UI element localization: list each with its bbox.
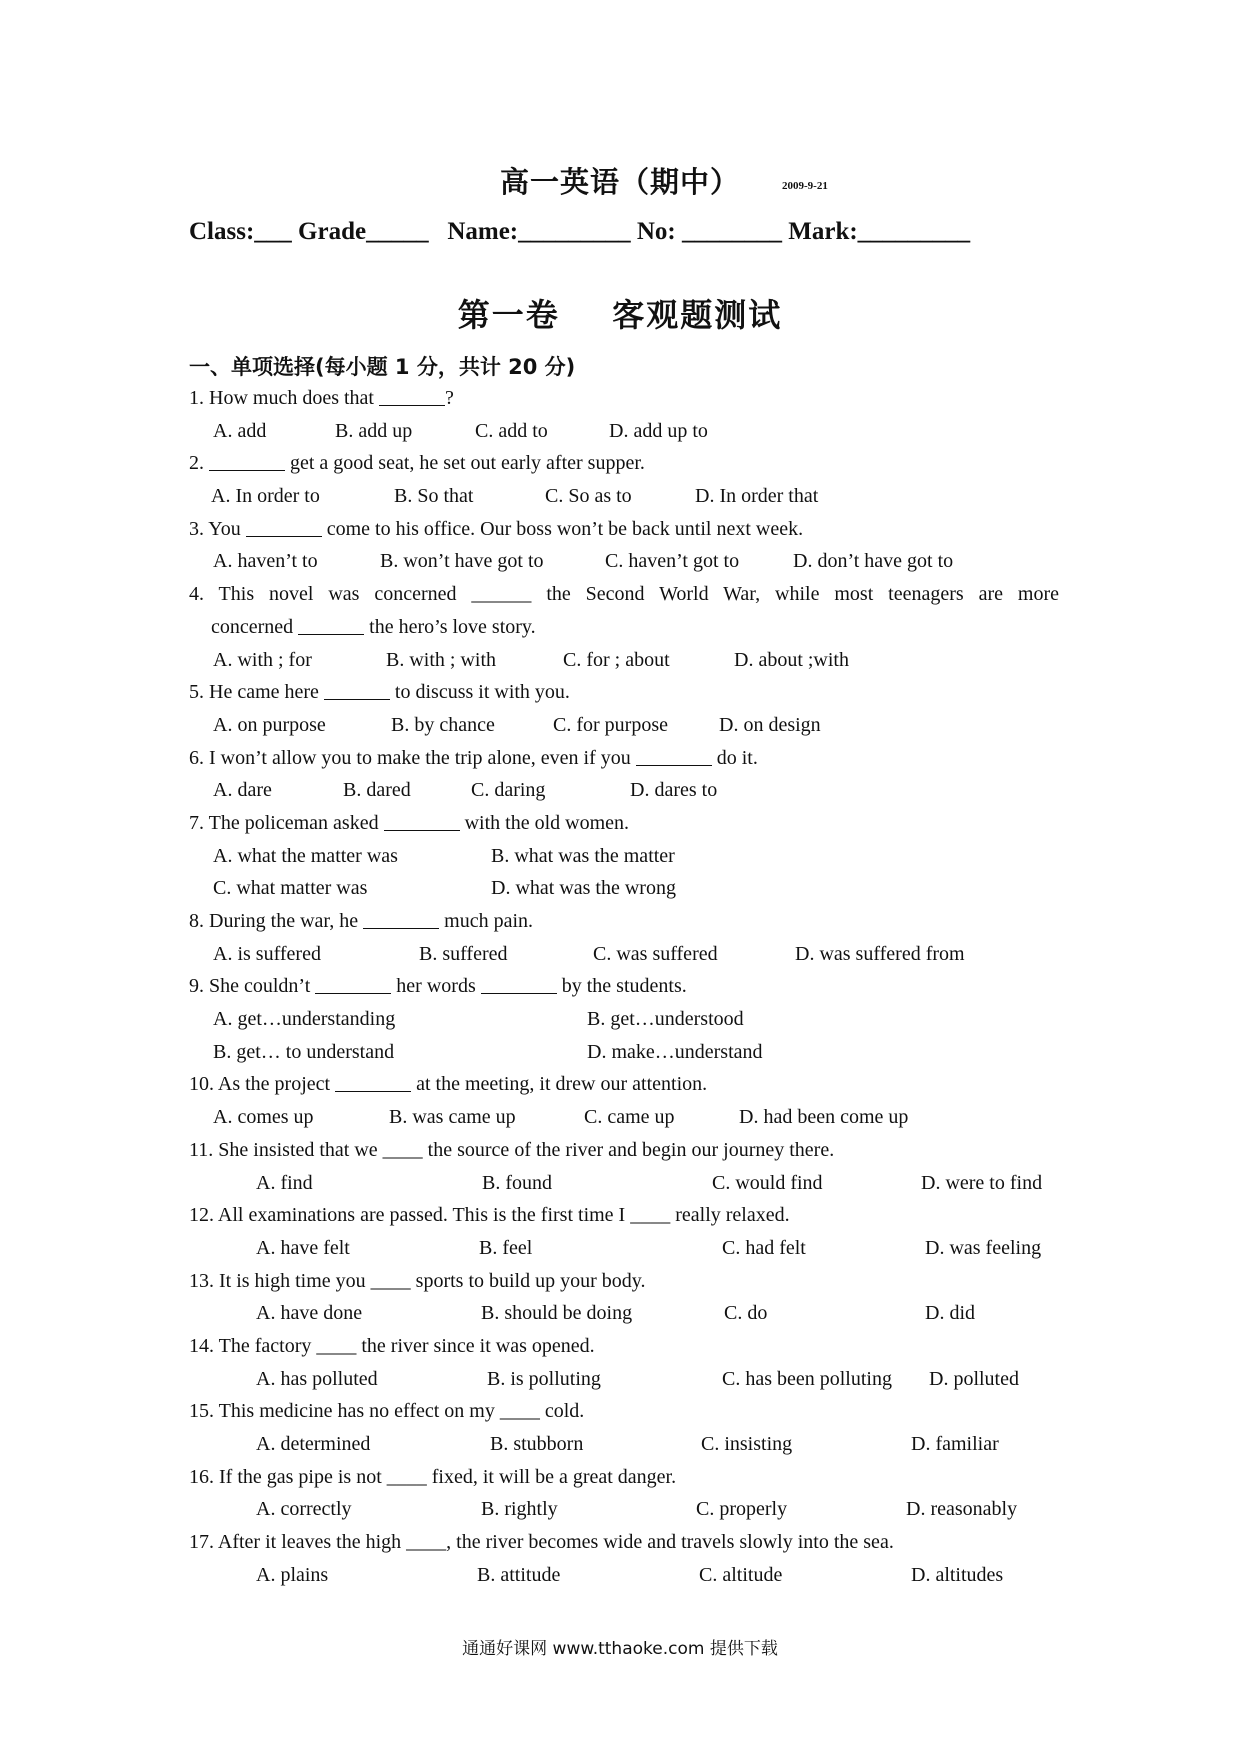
options-q14: [189, 1363, 1059, 1396]
options-q5: [189, 709, 1059, 742]
answer-blank: [481, 971, 557, 994]
option-d: D. on design: [719, 713, 821, 736]
option-c: C. has been polluting: [722, 1367, 892, 1390]
option-b: B. rightly: [481, 1498, 558, 1521]
option-d: D. add up to: [609, 419, 708, 442]
option-c: C. add to: [475, 419, 548, 442]
exam-date: 2009-9-21: [782, 180, 828, 192]
option-a: A. dare: [213, 779, 272, 802]
option-b: B. with ; with: [386, 648, 497, 671]
option-c: C. would find: [712, 1171, 823, 1194]
question-4-cont: concerned the hero’s love story.: [189, 611, 1059, 644]
option-c: C. was suffered: [593, 942, 718, 965]
question-10: 10. As the project at the meeting, it drew our attention.: [189, 1068, 1059, 1101]
answer-blank: [384, 808, 460, 831]
option-d: D. familiar: [911, 1433, 999, 1455]
question-12: 12. All examinations are passed. This is the first time I ____ really relaxed.: [189, 1204, 790, 1227]
question-11: 11. She insisted that we ____ the source of the river and begin our journey there.: [189, 1138, 835, 1161]
option-d: D. was suffered from: [795, 942, 965, 965]
question-7: 7. The policeman asked with the old women.: [189, 807, 1059, 840]
question-1: 1. How much does that ?: [189, 382, 1059, 415]
option-b: B. should be doing: [481, 1302, 633, 1325]
question-8: 8. During the war, he much pain.: [189, 905, 1059, 938]
option-c: C. altitude: [699, 1563, 783, 1586]
option-a: A. is suffered: [213, 942, 321, 965]
question-9: 9. She couldn’t her words by the students.: [189, 970, 1059, 1003]
option-d: D. about ;with: [734, 648, 849, 671]
option-a: A. with ; for: [213, 648, 312, 671]
answer-blank: [209, 448, 285, 471]
option-d: D. altitudes: [911, 1563, 1004, 1586]
option-b: B. feel: [479, 1236, 533, 1259]
answer-blank: [246, 514, 322, 537]
options-q11: [189, 1167, 1059, 1200]
options-q15: [189, 1428, 1059, 1461]
option-a: A. determined: [256, 1433, 371, 1455]
answer-blank: [315, 971, 391, 994]
option-d: D. had been come up: [739, 1106, 909, 1129]
question-4: 4. This novel was concerned ______ the Second World War, while most teenagers are more: [189, 583, 1059, 606]
options-q17: [189, 1559, 1059, 1592]
options-q9-row2: [189, 1036, 1059, 1069]
option-b: B. add up: [335, 419, 413, 442]
title-row: [0, 160, 1240, 201]
option-c: C. insisting: [701, 1433, 793, 1455]
option-b: B. is polluting: [487, 1367, 601, 1390]
answer-blank: [636, 743, 712, 766]
option-d: D. In order that: [695, 485, 819, 508]
options-q16: [189, 1493, 1059, 1526]
option-c: C. what matter was: [213, 877, 368, 900]
option-a: A. plains: [256, 1563, 329, 1586]
option-b: B. dared: [343, 779, 411, 802]
option-d: D. were to find: [921, 1171, 1043, 1194]
option-b: B. found: [482, 1171, 552, 1194]
option-c: C. So as to: [545, 485, 632, 508]
options-q10: [189, 1101, 1059, 1134]
page-title: 高一英语（期中）: [499, 165, 740, 199]
option-b: B. attitude: [477, 1563, 561, 1586]
options-q12: [189, 1232, 1059, 1265]
option-b: B. by chance: [391, 713, 495, 736]
option-c: C. for purpose: [553, 713, 668, 736]
option-a: A. what the matter was: [213, 844, 398, 867]
option-b: B. get…understood: [587, 1008, 744, 1031]
question-15: 15. This medicine has no effect on my ____ cold.: [189, 1400, 585, 1423]
option-b: B. So that: [394, 485, 474, 508]
option-d: D. what was the wrong: [491, 877, 676, 900]
option-b: B. won’t have got to: [380, 550, 544, 573]
option-a: A. comes up: [213, 1106, 314, 1129]
options-q8: [189, 938, 1059, 971]
question-5: 5. He came here to discuss it with you.: [189, 676, 1059, 709]
option-d: D. polluted: [929, 1367, 1019, 1390]
option-c: C. haven’t got to: [605, 550, 740, 573]
options-q1: [189, 415, 1059, 448]
option-c: C. do: [724, 1302, 768, 1325]
options-q6: [189, 774, 1059, 807]
part-heading: 一、单项选择(每小题 1 分，共计 20 分): [189, 355, 576, 379]
option-b: B. stubborn: [490, 1433, 584, 1455]
option-a: A. has polluted: [256, 1367, 378, 1390]
option-d: D. reasonably: [906, 1498, 1018, 1521]
option-c: C. had felt: [722, 1236, 806, 1259]
option-a: A. on purpose: [213, 713, 326, 736]
option-d: D. make…understand: [587, 1040, 763, 1063]
answer-blank: [363, 906, 439, 929]
option-a: A. find: [256, 1171, 313, 1194]
question-17: 17. After it leaves the high ____, the river becomes wide and travels slowly into the sea.: [189, 1531, 894, 1554]
option-a: A. have felt: [256, 1236, 350, 1259]
option-c: C. properly: [696, 1498, 788, 1521]
option-c: B. get… to understand: [213, 1040, 395, 1063]
answer-blank: [379, 383, 445, 406]
option-a: A. have done: [256, 1302, 363, 1325]
question-14: 14. The factory ____ the river since it was opened.: [189, 1334, 595, 1357]
options-q2: [189, 480, 1059, 513]
options-q9-row1: [189, 1003, 1059, 1036]
options-q7-row2: [189, 872, 1059, 905]
option-b: B. was came up: [389, 1106, 516, 1129]
option-b: B. suffered: [419, 942, 508, 965]
option-a: A. correctly: [256, 1498, 352, 1521]
answer-blank: [298, 612, 364, 635]
option-a: A. get…understanding: [213, 1008, 396, 1031]
option-c: C. for ; about: [563, 648, 670, 671]
option-a: A. In order to: [211, 485, 320, 508]
options-q13: [189, 1297, 1059, 1330]
question-6: 6. I won’t allow you to make the trip alone, even if you do it.: [189, 742, 1059, 775]
option-d: D. dares to: [630, 779, 718, 802]
option-c: C. daring: [471, 779, 546, 802]
option-d: D. don’t have got to: [793, 550, 954, 573]
options-q4: [189, 644, 1059, 677]
student-info-line: Class:___ Grade_____ Name:_________ No: ________ Mark:_________: [189, 218, 971, 245]
option-d: D. did: [925, 1302, 975, 1325]
option-c: C. came up: [584, 1106, 675, 1129]
question-3: 3. You come to his office. Our boss won’t be back until next week.: [189, 513, 1059, 546]
answer-blank: [335, 1069, 411, 1092]
answer-blank: [324, 677, 390, 700]
section-title: 第一卷 客观题测试: [457, 296, 783, 334]
question-2: 2. get a good seat, he set out early after supper.: [189, 447, 1059, 480]
question-list: [189, 382, 1059, 1591]
options-q3: [189, 545, 1059, 578]
option-a: A. add: [213, 419, 267, 442]
option-b: B. what was the matter: [491, 844, 675, 867]
option-a: A. haven’t to: [213, 550, 318, 573]
question-16: 16. If the gas pipe is not ____ fixed, it will be a great danger.: [189, 1465, 677, 1488]
options-q7-row1: [189, 840, 1059, 873]
option-d: D. was feeling: [925, 1236, 1042, 1259]
page-footer: 通通好课网 www.tthaoke.com 提供下载: [462, 1639, 778, 1659]
question-13: 13. It is high time you ____ sports to build up your body.: [189, 1269, 646, 1292]
